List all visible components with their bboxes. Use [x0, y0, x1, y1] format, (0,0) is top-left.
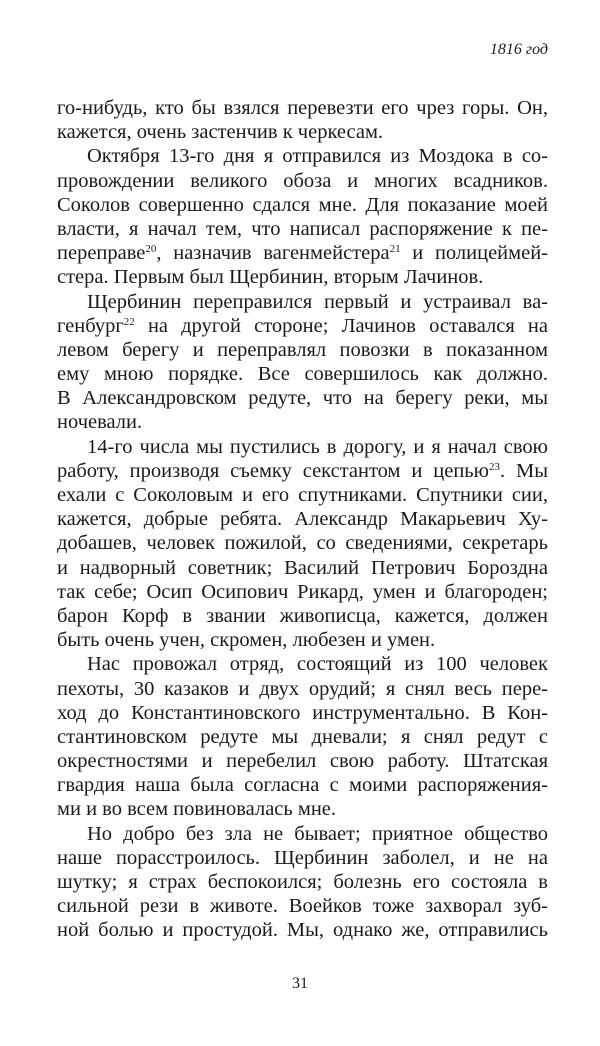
text-line — [57, 265, 548, 289]
text-segment: переправе — [57, 242, 146, 265]
text-segment: левом берегу и переправлял повозки в показанном — [57, 338, 548, 361]
text-line — [57, 677, 548, 701]
text-line — [57, 169, 548, 193]
text-line — [57, 314, 548, 338]
text-segment: Соколов совершенно сдался мне. Для показание моей — [57, 193, 548, 216]
text-line — [57, 217, 548, 241]
text-line — [57, 362, 548, 386]
text-line — [57, 749, 548, 773]
text-segment: генбург — [57, 314, 124, 337]
text-line — [57, 822, 548, 846]
text-segment: так себе; Осип Осипович Рикард, умен и благороден; — [57, 580, 548, 603]
text-segment: добашев, человек пожилой, со сведениями, секретарь — [57, 532, 548, 555]
text-line — [57, 459, 548, 483]
text-segment: ехали с Соколовым и его спутниками. Спутники сии, — [57, 484, 548, 506]
text-segment: пехоты, 30 казаков и двух орудий; я снял весь пере- — [57, 677, 548, 700]
text-line — [57, 144, 548, 168]
text-segment: , назначив вагенмейстера — [156, 242, 390, 265]
text-segment: окрестностями и перебелил свою работу. Штатская — [57, 750, 548, 773]
text-segment: го-нибудь, кто бы взялся перевезти его чрез горы. Он, — [57, 97, 548, 119]
text-line — [57, 96, 548, 120]
text-line — [57, 435, 548, 459]
text-segment: ему мною порядке. Все совершилось как должно. — [57, 363, 548, 386]
text-segment: Нас провожал отряд, состоящий из 100 человек — [87, 653, 548, 676]
text-segment: быть очень учен, скромен, любезен и умен. — [57, 629, 436, 652]
text-line — [57, 846, 548, 870]
footnote-reference: 22 — [123, 315, 135, 328]
text-line — [57, 604, 548, 628]
text-line — [57, 290, 548, 314]
text-line — [57, 894, 548, 918]
text-line — [57, 386, 548, 410]
text-line — [57, 338, 548, 362]
text-line — [57, 120, 548, 144]
text-segment: ной болью и простудой. Мы, однако же, отправились — [57, 919, 548, 942]
text-segment: кажется, очень застенчив к черкесам. — [57, 121, 384, 144]
text-segment: барон Корф в звании живописца, кажется, должен — [57, 604, 548, 627]
text-segment: гвардия наша была согласна с моими распоряжения- — [57, 774, 548, 797]
text-segment: Но добро без зла не бывает; приятное общество — [87, 822, 548, 845]
text-line — [57, 652, 548, 676]
text-segment: сильной рези в животе. Воейков тоже захворал зуб- — [57, 895, 548, 918]
text-segment: и надворный советник; Василий Петрович Бороздна — [57, 556, 548, 579]
text-segment: работу, производя съемку секстантом и цепью — [57, 459, 489, 482]
text-line — [57, 725, 548, 749]
text-segment: В Александровском редуте, что на берегу реки, мы — [57, 387, 548, 410]
text-line — [57, 507, 548, 531]
text-line — [57, 918, 548, 942]
text-line — [57, 701, 548, 725]
footnote-reference: 21 — [389, 243, 401, 256]
text-segment: кажется, добрые ребята. Александр Макарьевич Ху- — [57, 508, 548, 531]
text-segment: и полицеймей- — [400, 242, 549, 265]
running-head: 1816 год — [489, 41, 548, 58]
text-line — [57, 580, 548, 604]
text-line — [57, 193, 548, 217]
text-line — [57, 797, 548, 821]
text-line — [57, 241, 548, 265]
text-segment: стантиновском редуте мы дневали; я снял редут с — [57, 725, 548, 748]
text-line — [57, 773, 548, 797]
text-line — [57, 628, 548, 652]
footnote-reference: 23 — [488, 460, 500, 473]
page-number: 31 — [292, 975, 308, 992]
text-segment: ночевали. — [57, 411, 143, 434]
text-line — [57, 870, 548, 894]
text-segment: наше порасстроилось. Щербинин заболел, и не на — [57, 846, 548, 869]
footnote-reference: 20 — [145, 243, 157, 256]
text-segment: ход до Константиновского инструментально. В Кон- — [57, 701, 548, 724]
text-line — [57, 483, 548, 507]
text-segment: 14-го числа мы пустились в дорогу, и я начал свою — [87, 435, 548, 458]
text-segment: Щербинин переправился первый и устраивал ва- — [87, 290, 548, 313]
text-segment: власти, я начал тем, что написал распоряжение к пе- — [57, 217, 548, 240]
text-segment: . Мы — [499, 459, 548, 482]
text-segment: Октября 13-го дня я отправился из Моздока в со- — [87, 145, 548, 168]
text-segment: шутку; я страх беспокоился; болезнь его состояла в — [57, 871, 548, 893]
text-line — [57, 410, 548, 434]
text-line — [57, 531, 548, 555]
text-line — [57, 556, 548, 580]
text-segment: на другой стороне; Лачинов оставался на — [134, 314, 548, 337]
body-text — [57, 96, 548, 943]
text-segment: провождении великого обоза и многих всадников. — [57, 169, 548, 192]
text-segment: ми и во всем повиновалась мне. — [57, 798, 337, 821]
text-segment: стера. Первым был Щербинин, вторым Лачинов. — [57, 266, 484, 289]
